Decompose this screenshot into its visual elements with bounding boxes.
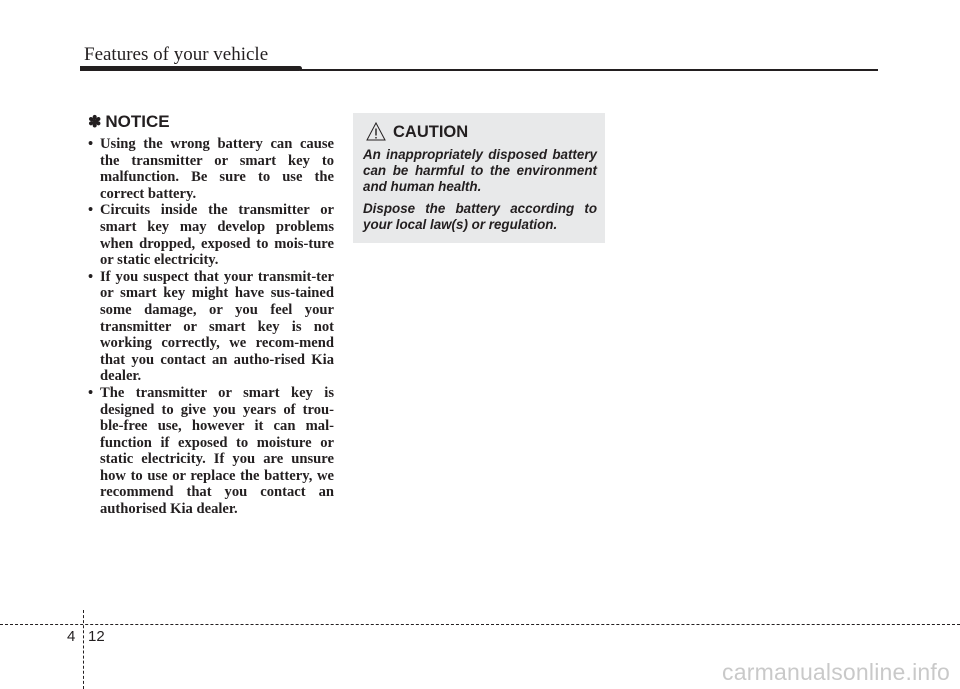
notice-list (88, 136, 334, 518)
caution-title: CAUTION (393, 122, 469, 141)
caution-paragraph: An inappropriately disposed battery can be harmful to the environment and human health. (363, 147, 597, 194)
page-header-title: Features of your vehicle (84, 44, 269, 65)
caution-heading (363, 121, 597, 143)
notice-item: • If you suspect that your transmit-ter or smart key might have sus-tained some damage, or you feel your transmitter or smart key is not working correctly, we recom-mend that you contact an autho-rised Kia dealer. (88, 269, 334, 385)
footer-divider (0, 624, 960, 625)
warning-triangle-icon (365, 121, 387, 143)
chapter-number: 4 (67, 628, 76, 645)
caution-box (353, 113, 605, 243)
header-rule-thick (80, 66, 302, 71)
notice-title: NOTICE (105, 112, 170, 131)
caution-paragraph: Dispose the battery according to your local law(s) or regulation. (363, 201, 597, 232)
notice-item: • Using the wrong battery can cause the transmitter or smart key to malfunction. Be sure to use the correct battery. (88, 136, 334, 202)
watermark: carmanualsonline.info (722, 659, 950, 685)
page-number: 12 (88, 628, 105, 645)
notice-heading (88, 112, 334, 132)
notice-section (88, 112, 334, 518)
notice-item: • The transmitter or smart key is designed to give you years of trou-ble-free use, however it can mal-function if exposed to moisture or static electricity. If you are unsure how to use or replace the battery, we recommend that you contact an authorised Kia dealer. (88, 385, 334, 518)
header-rule-thin (300, 69, 878, 71)
notice-star-icon: ✽ (88, 114, 102, 131)
notice-item: • Circuits inside the transmitter or smart key may develop problems when dropped, exposed to mois-ture or static electricity. (88, 202, 334, 268)
footer-vertical-divider (83, 610, 84, 689)
